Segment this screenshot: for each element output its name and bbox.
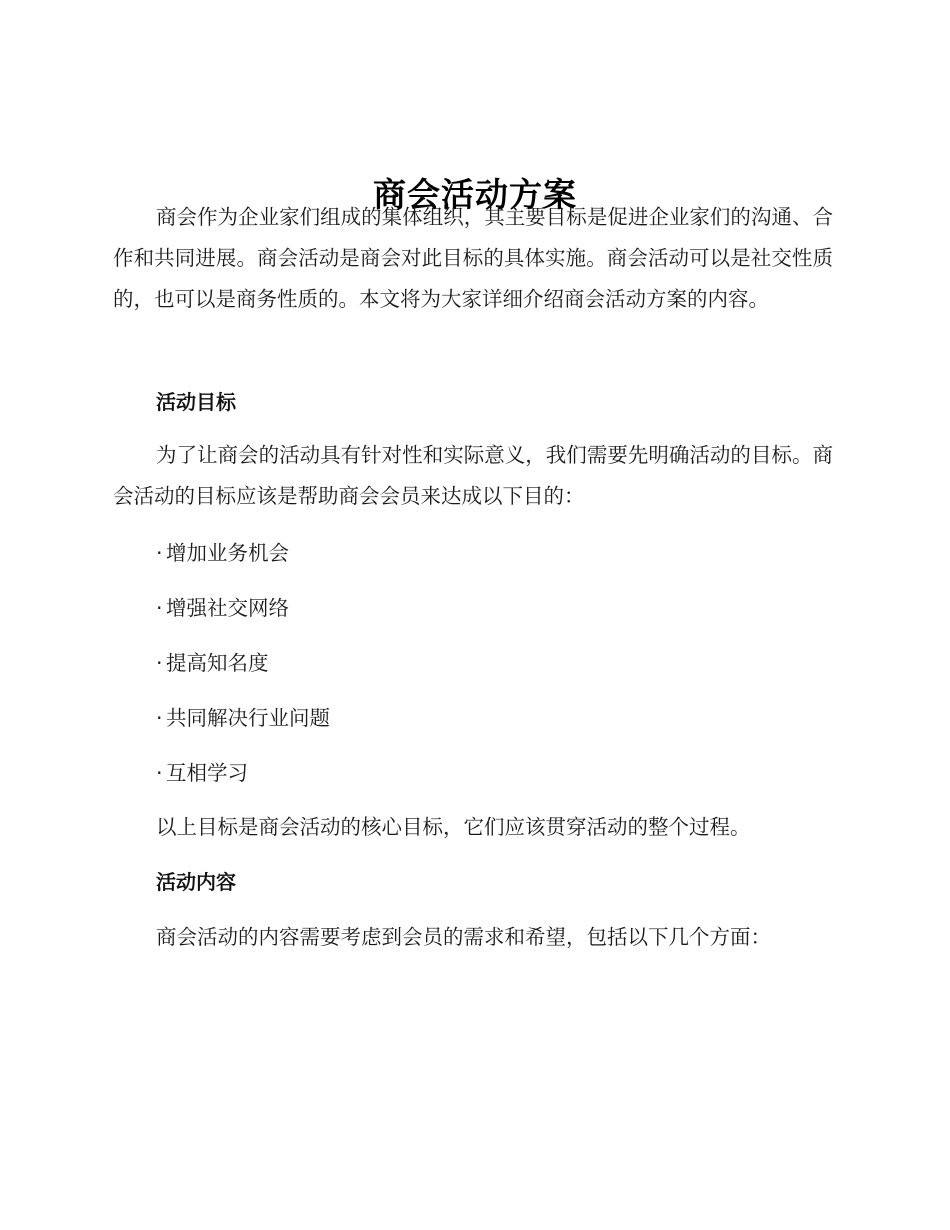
bullet-icon: ·	[156, 596, 163, 620]
content-paragraph: 商会活动的内容需要考虑到会员的需求和希望，包括以下几个方面：	[156, 925, 771, 949]
list-item-text: 增强社交网络	[166, 596, 289, 620]
list-item	[156, 593, 289, 623]
bullet-icon: ·	[156, 706, 163, 730]
section-heading-content: 活动内容	[156, 870, 236, 894]
bullet-icon: ·	[156, 541, 163, 565]
list-item	[156, 538, 289, 568]
goals-paragraph: 为了让商会的活动具有针对性和实际意义，我们需要先明确活动的目标。商会活动的目标应该是帮助商会会员来达成以下目的：	[113, 443, 833, 508]
list-item	[156, 648, 269, 678]
list-item	[156, 758, 248, 788]
bullet-icon: ·	[156, 761, 163, 785]
intro-paragraph: 商会作为企业家们组成的集体组织，其主要目标是促进企业家们的沟通、合作和共同进展。商会活动是商会对此目标的具体实施。商会活动可以是社交性质的，也可以是商务性质的。本文将为大家详细介绍商会活动方案的内容。	[113, 205, 833, 311]
list-item-text: 提高知名度	[166, 651, 269, 675]
document-title: 商会活动方案	[373, 175, 577, 215]
list-item	[156, 703, 330, 733]
list-item-text: 互相学习	[166, 761, 248, 785]
list-item-text: 增加业务机会	[166, 541, 289, 565]
list-item-text: 共同解决行业问题	[166, 706, 330, 730]
goals-closing-paragraph: 以上目标是商会活动的核心目标，它们应该贯穿活动的整个过程。	[156, 815, 751, 839]
bullet-icon: ·	[156, 651, 163, 675]
section-heading-goals: 活动目标	[156, 390, 236, 414]
